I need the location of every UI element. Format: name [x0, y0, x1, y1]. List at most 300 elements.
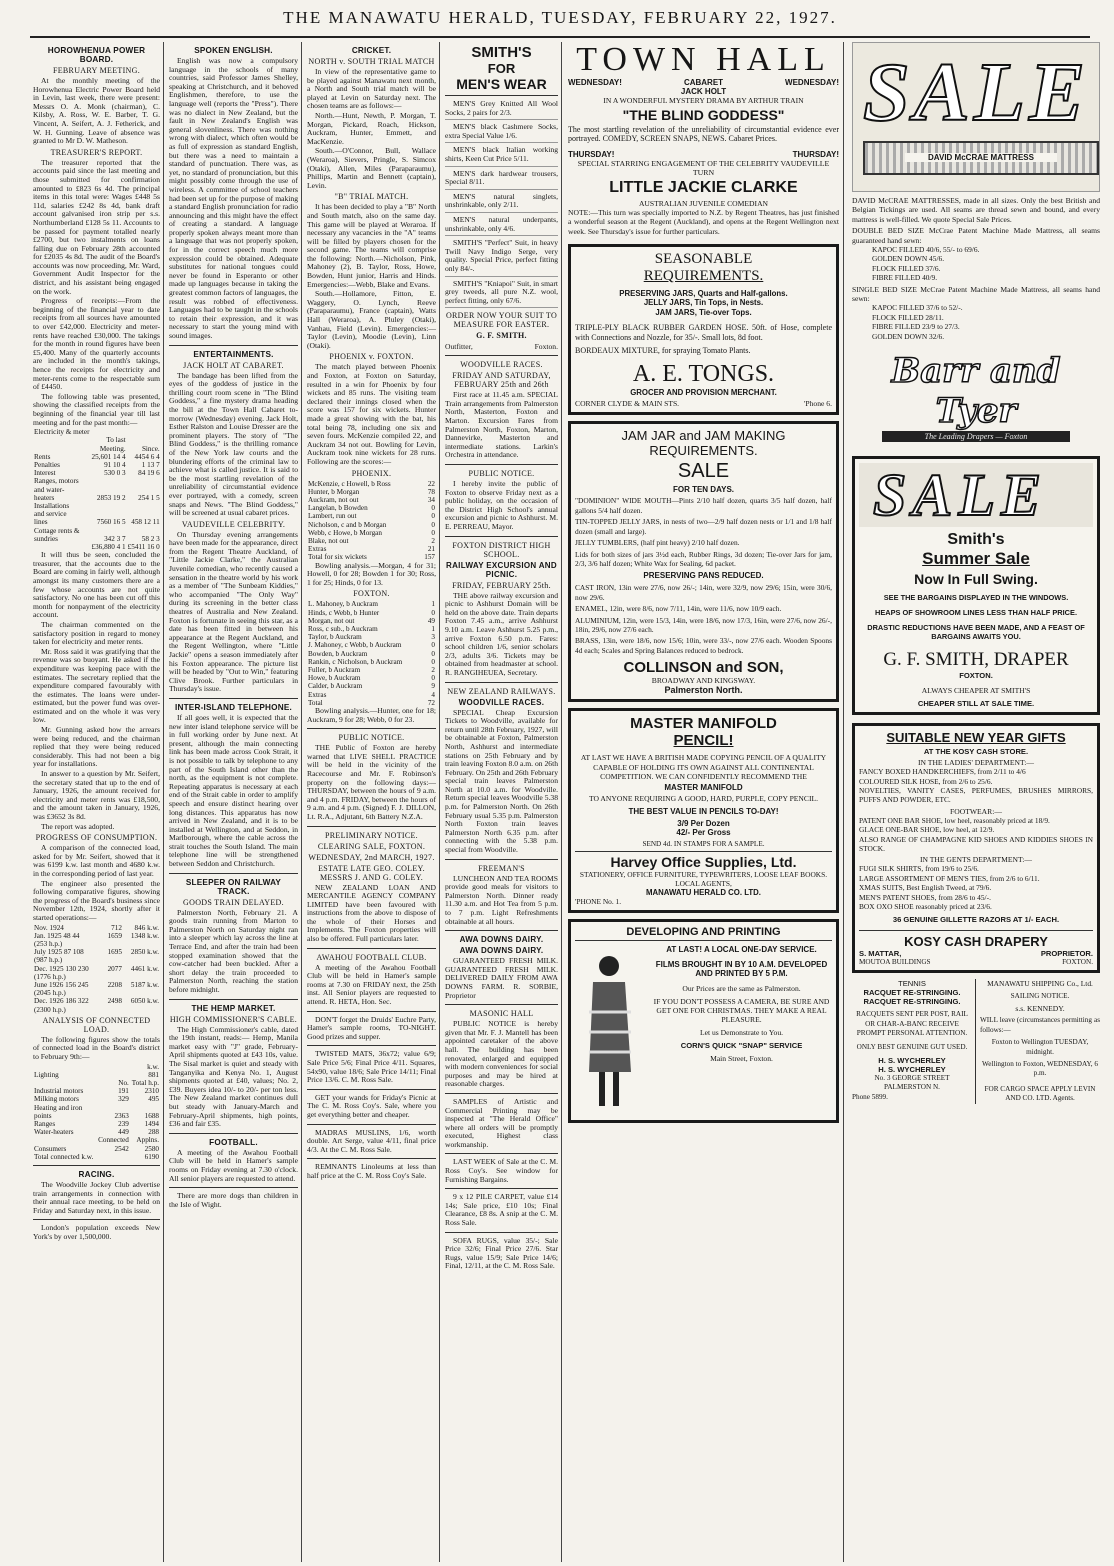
- table-cell: points: [34, 1111, 52, 1120]
- paragraph: REMNANTS Linoleums at less than half price at the C. M. Ross Coy's Sale.: [307, 1162, 436, 1180]
- article-title: ENTERTAINMENTS.: [193, 349, 274, 359]
- table-cell: [123, 940, 160, 948]
- paragraph: If all goes well, it is expected that the new inter island telephone service will be in full working order by June next. At present, although the main connecting link has been made across Cook Strait, it is not possible to talk by telephone to any part of the South Island other than the north, as the equipment is not complete. Repeating apparatus is necessary at each end of the Strait cable in order to amplify speech and ensure distinct hearing over long distances. This apparatus has now arrived in New Zealand, and it is to be installed at Wellington, and at Seddon, in Marlborough, where the cable across the strait touches the South Island. The main telephone line will be strengthened between Seddon and Christchurch.: [169, 712, 298, 869]
- ad-line: SINGLE BED SIZE McCrae Patent Machine Made Mattress, all seams hand sewn:: [852, 284, 1100, 304]
- table-cell: 1695: [107, 948, 122, 957]
- table-cell: [33, 1063, 96, 1071]
- paragraph: SPECIAL Cheap Excursion Tickets to Woodville, available for return until 28th February, 1927, will be obtainable at Foxton, Palmerston North, Ashhurst and intermediate stations on 25th February and by train leaving Foxton 8.0 a.m. on 26th February. On 25th and 26th February special train leaves Palmerston North at 10.0 a.m. for Woodville. Return special leaves Woodville 5.38 p.m. for Palmerston North. On 26th February usual 5.35 p.m. Palmerston North Foxton train leaves Palmerston North 6.35 p.m. after connecting with the 5.38 p.m. special from Woodville.: [445, 707, 558, 855]
- table-row: [307, 691, 436, 699]
- table-row: [307, 521, 436, 529]
- table-row: [33, 981, 160, 989]
- table-cell: L. Mahoney, b Auckram: [308, 600, 378, 609]
- column-cricket: [304, 42, 440, 1562]
- ad-line: IF YOU DON'T POSSESS A CAMERA, BE SURE AND GET ONE FOR CHRISTMAS. THEY MAKE A REAL PLEASURE.: [653, 996, 830, 1024]
- paragraph: I hereby invite the public of Foxton to observe Friday next as a public holiday, on the occasion of the District High School's annual excursion and picnic to Ashhurst. M. E. PERREAU, Mayor.: [445, 479, 558, 531]
- table-row: [307, 641, 436, 649]
- table-row: [33, 1006, 160, 1014]
- section-heading: RAILWAY EXCURSION AND PICNIC.: [446, 560, 557, 579]
- table-row: [33, 973, 160, 981]
- paragraph: NEW ZEALAND LOAN AND MERCANTILE AGENCY COMPANY LIMITED have been favoured with instructions from the above to dispose of the whole of their Horses and Implements. The Foxton properties will also be offered. Full particulars later.: [307, 882, 436, 944]
- section-heading: GOODS TRAIN DELAYED.: [183, 897, 284, 907]
- table-cell: and service: [34, 510, 67, 519]
- table-row: [33, 1136, 160, 1144]
- table-cell: 342 3 7: [104, 534, 126, 543]
- table-cell: [103, 940, 123, 948]
- section-heading: PUBLIC NOTICE.: [338, 733, 405, 743]
- sale-lettering: SALE: [863, 46, 1090, 139]
- table-row: [33, 1128, 160, 1136]
- table-cell: Bowden, b Auckram: [308, 649, 368, 658]
- ad-line: WEDNESDAY!: [785, 78, 839, 87]
- table-row: [33, 436, 161, 444]
- ad-title: A. E. TONGS.: [632, 361, 775, 388]
- table-cell: Consumers: [34, 1144, 67, 1153]
- menswear-list: [445, 100, 558, 308]
- list-item: MEN'S Grey Knitted All Wool Socks, 2 pairs for 2/3.: [445, 100, 558, 120]
- paragraph: The match played between Phoenix and Foxton, at Foxton on Saturday, resulted in a win for Phoenix by four wickets and 85 runs. The visiting team declared their innings closed when the score was 157 for six wickets. Hunter made a great showing with the bat, his total being 78, including one six and seven fours. McKenzie compiled 22, and Auckram 34 not out. Bowling for Levin, Auckram took nine wickets for 28 runs. Following are the scores:—: [307, 362, 436, 466]
- ad-line: PRESERVING PANS REDUCED.: [643, 571, 764, 581]
- article-title: HOROWHENUA POWER BOARD.: [47, 46, 146, 64]
- table-cell: 288: [148, 1128, 159, 1137]
- table-row: [33, 486, 161, 494]
- table-cell: 34: [427, 495, 435, 504]
- section-heading: FRIDAY AND SATURDAY, FEBRUARY 25th and 26th: [452, 371, 551, 390]
- ad-line: CHEAPER STILL AT SALE TIME.: [917, 699, 1035, 709]
- ad-line: 'PHONE No. 1.: [575, 896, 622, 906]
- table-cell: 2310: [144, 1087, 159, 1096]
- list-item: PATENT ONE BAR SHOE, low heel, reasonably priced at 18/9.: [859, 815, 1050, 825]
- paragraph: First race at 11.45 a.m. SPECIAL Train arrangements from Palmerston North, Masterton, Foxton and Marton. Excursion Fares from Palmerston North, Foxton, Marton, Dannevirke, Masterton and intermediate stations. Larkin's Orchestra in attendance.: [445, 390, 558, 460]
- section-heading: WOODVILLE RACES.: [458, 697, 545, 707]
- table-row: [33, 1095, 160, 1103]
- ad-line: AUSTRALIAN JUVENILE COMEDIAN: [638, 198, 769, 208]
- paragraph: DON'T forget the Druids' Euchre Party, Hamer's sample rooms, TO-NIGHT. Good prizes and supper.: [307, 1014, 436, 1041]
- table-cell: (2045 h.p.): [34, 989, 66, 998]
- ad-title: LITTLE JACKIE CLARKE: [609, 178, 798, 196]
- table-cell: [96, 1071, 130, 1079]
- ad-line: CORNER CLYDE & MAIN STS.: [575, 399, 680, 409]
- section-heading: WEDNESDAY, 2nd MARCH, 1927.: [308, 852, 435, 862]
- table-row: [33, 518, 161, 526]
- article-title: CRICKET.: [351, 46, 392, 55]
- table-row: [307, 609, 436, 617]
- article-subtitle: FEBRUARY MEETING.: [52, 66, 141, 75]
- ad-title: G. F. SMITH, DRAPER: [883, 649, 1069, 671]
- table-cell: 449: [118, 1128, 129, 1137]
- progress-table: [33, 924, 160, 1014]
- ad-line: FOR TEN DAYS.: [672, 485, 735, 495]
- ad-line: 'Phone 6.: [804, 399, 832, 409]
- table-row: [33, 1071, 160, 1079]
- table-cell: [90, 502, 126, 510]
- list-item: NOVELTIES, VANITY CASES, PERFUMES, BRUSHES MIRRORS, PUFFS AND POWDER, ETC.: [859, 785, 1093, 805]
- table-row: [307, 488, 436, 496]
- foxton-scorecard: [307, 600, 436, 707]
- list-item: PRESERVING JARS, Quarts and Half-gallons.: [619, 289, 788, 299]
- table-cell: Auckram, not out: [308, 495, 359, 504]
- table-cell: [33, 436, 90, 444]
- mattress-icon: [863, 141, 1099, 175]
- ad-line: BROADWAY AND KINGSWAY.: [651, 676, 756, 686]
- ad-line: Our Prices are the same as Palmerston.: [682, 983, 801, 993]
- list-item: LARGE ASSORTMENT OF MEN'S TIES, from 2/6 to 6/11.: [859, 873, 1040, 883]
- table-row: [33, 535, 161, 543]
- column-power-board: [30, 42, 164, 1562]
- ad-line: Outfitter,: [445, 342, 473, 352]
- ad-title: Smith's: [947, 531, 1005, 549]
- ad-line: Foxton.: [534, 342, 558, 352]
- table-cell: [127, 527, 161, 535]
- table-cell: 0: [431, 657, 435, 666]
- single-list: [852, 303, 1100, 341]
- table-cell: [103, 956, 123, 964]
- table-row: [33, 428, 161, 436]
- table-cell: Jan. 1925 48 44: [34, 931, 80, 940]
- list-item: FLOCK FILLED 28/11.: [872, 312, 944, 322]
- table-cell: Dec. 1926 186 322: [34, 997, 89, 1006]
- section-heading: FOXTON DISTRICT HIGH SCHOOL.: [452, 540, 551, 559]
- ad-title: Summer Sale: [922, 549, 1030, 569]
- table-cell: Industrial motors: [34, 1087, 84, 1096]
- table-cell: 1659: [107, 931, 122, 940]
- table-cell: k.w.: [147, 1062, 159, 1071]
- ad-line: Phone 5899.: [852, 1092, 888, 1101]
- paragraph: The High Commissioner's cable, dated the 19th instant, reads:— Hemp, Manila market easy with "J" grade, February-April shipments quoted at £43 10s, value. The Sisal market is quiet and steady with Tanganyika and Kenya No. 1, August shipments quoted at £40, values; No. 2, £39. Buyers idea 10/- to 20/- per ton less. The New Zealand market continues dull but steady with January-March and February-April shipments, high points, £36 and fair £35.: [169, 1024, 298, 1129]
- table-cell: (253 h.p.): [34, 939, 63, 948]
- paragraph: It will thus be seen, concluded the treasurer, that the accounts due to the Board are coming in fairly well, although amongst its many customers there are a few whose accounts are not quite satisfactory. No one has been cut off this month for nonpayment of the electricity account.: [33, 550, 160, 620]
- table-cell: To last: [106, 436, 126, 445]
- table-cell: 4: [431, 690, 435, 699]
- receipts-table: [33, 428, 161, 551]
- table-cell: Ranges, motors: [34, 477, 79, 486]
- table-cell: 3: [431, 633, 435, 642]
- list-item: JAM JARS, Tie-over Tops.: [655, 307, 752, 317]
- list-item: GOLDEN DOWN 32/6.: [872, 331, 945, 341]
- table-cell: 6190: [144, 1152, 159, 1161]
- table-row: [33, 1087, 160, 1095]
- table-cell: 712: [111, 923, 122, 932]
- table-cell: 78: [427, 487, 435, 496]
- table-cell: 2853 19 2: [96, 493, 126, 502]
- table-cell: sundries: [34, 534, 58, 543]
- table-cell: Nicholson, c and b Morgan: [308, 520, 387, 529]
- double-list: [852, 245, 1100, 283]
- table-cell: 72: [427, 698, 435, 707]
- ad-line: FOR CARGO SPACE APPLY LEVIN AND CO. LTD. Agents.: [984, 1084, 1096, 1103]
- section-heading: WOODVILLE RACES.: [460, 360, 543, 370]
- table-row: [33, 997, 160, 1005]
- jam-jar-ad: [568, 421, 839, 702]
- ad-title: SEASONABLE: [654, 251, 753, 268]
- section-heading: JACK HOLT AT CABARET.: [183, 360, 284, 370]
- ad-line: MANAWATU HERALD CO. LTD.: [646, 887, 761, 897]
- table-row: [33, 1145, 160, 1153]
- paragraph: LUNCHEON AND TEA ROOMS provide good meals for visitors to Palmerston North. Dinner ready 11.30 a.m. and Hot Tea from 5 p.m. to 7 p.m. Light Refreshments obtainable at all hours.: [445, 873, 558, 926]
- table-cell: [127, 486, 161, 494]
- ad-line: SPECIAL STARRING ENGAGEMENT OF THE CELEBRITY VAUDEVILLE TURN: [577, 158, 830, 177]
- table-cell: Total: [308, 698, 323, 707]
- list-item: Lids for both sizes of jars 3½d each, Rubber Rings, 3d dozen; Tie-over Jars for jam, 2/3, 3/6 half dozen; White Wax for Sealing, 6d packet.: [575, 549, 832, 568]
- table-row: [33, 469, 161, 477]
- table-cell: Milking motors: [34, 1095, 79, 1104]
- table-row: [307, 650, 436, 658]
- paragraph: In answer to a question by Mr. Seifert, the secretary stated that up to the end of January, 1926, the amount received for electricity and meter rents was £18,500, and the amount taken in January, 1926, was £3652 3s 8d.: [33, 769, 160, 822]
- paragraph: MADRAS MUSLINS, 1/6, worth double. Art Serge, value 4/11, final price 4/3. At the C. M. Ross Sale.: [307, 1127, 436, 1154]
- table-cell: [130, 1104, 160, 1112]
- paragraph: A meeting of the Awahou Football Club will be held in Hamer's sample rooms at 7.30 on FRIDAY next, the 25th inst. All Senior players are requested to attend. R. HETA, Hon. Sec.: [307, 962, 436, 1007]
- list-item: ENAMEL, 12in, were 8/6, now 7/11, 14in, were 11/6, now 10/9 each.: [575, 604, 782, 614]
- ad-title: SUITABLE NEW YEAR GIFTS: [886, 730, 1066, 746]
- table-cell: 1: [431, 624, 435, 633]
- table-cell: £36,880 4 1: [91, 543, 126, 551]
- ad-line: IN THE GENTS DEPARTMENT:—: [919, 855, 1033, 865]
- smiths-summer-sale-ad: [852, 456, 1100, 715]
- ad-line: LOCAL AGENTS,: [675, 878, 732, 888]
- table-cell: [127, 436, 161, 444]
- column-sale-ads: [848, 42, 1104, 1562]
- ad-title: "THE BLIND GODDESS": [622, 107, 785, 123]
- ad-line: FOXTON.: [1062, 958, 1093, 967]
- list-item: BRASS, 13in, were 18/6, now 15/6; 10in, were 33/-, now 27/6 each. Wooden Spoons 4d each; Scales and Spring Balances reduced to bedrock.: [575, 636, 832, 655]
- column-town-hall: [564, 42, 844, 1562]
- list-item: MEN'S natural underpants, unshrinkable, only 4/6.: [445, 216, 558, 236]
- ad-title: COLLINSON and SON,: [623, 659, 784, 677]
- table-cell: 0: [431, 674, 435, 683]
- paragraph: The chairman commented on the satisfactory position in regard to money taken for electricity and meter rents.: [33, 619, 160, 647]
- paragraph: THE above railway excursion and picnic to Ashhurst Domain will be held on the above date. Train departs Foxton 7.45 a.m., arrive Ashhurst 9.10 a.m. Leave Ashhurst 5.25 p.m., arrive Foxton 6.50 p.m. Fares: school children 1/6, senior scholars 2/3, adults 3/6. Tickets may be obtained from headmaster at school. R. RANGIHEUEA, Secretary.: [445, 590, 558, 677]
- table-row: [307, 537, 436, 545]
- ad-line: Wellington to Foxton, WEDNESDAY, 6 p.m.: [982, 1060, 1098, 1078]
- barr-tyer-tagline: The Leading Drapers — Foxton: [882, 431, 1070, 442]
- article-title: RACING.: [78, 1170, 115, 1179]
- table-cell: Langelan, b Bowden: [308, 504, 368, 513]
- table-row: [33, 932, 160, 940]
- paragraph: GUARANTEED FRESH MILK. GUARANTEED FRESH MILK. DELIVERED DAILY FROM AWA DOWNS FARM. R. SORBIE, Proprietor: [445, 956, 558, 1000]
- table-row: [33, 527, 161, 535]
- ad-line: CORN'S QUICK "SNAP" SERVICE: [680, 1040, 803, 1050]
- masthead: THE MANAWATU HERALD, TUESDAY, FEBRUARY 22, 1927.: [30, 8, 1090, 38]
- table-cell: Nov. 1924: [34, 923, 64, 932]
- table-row: [33, 453, 161, 461]
- ad-line: TENNIS: [898, 979, 926, 989]
- article-title: SPOKEN ENGLISH.: [194, 46, 273, 55]
- table-cell: lines: [34, 518, 48, 527]
- paragraph: It has been decided to play a "B" North and South match, also on the same day. This game will be played at Weraroa. If necessary any vacancies in the "A" teams will be filled by players chosen for the second game. The teams will comprise the following: North.—Nicholson, Pink, Mahoney (2), B. Taylor, Ross, Howe, Bowden, Hunt junior, Harris and Hinds. Emergencies:—Webb, Blake and Evans.: [307, 202, 436, 289]
- table-row: [33, 1112, 160, 1120]
- ad-line: THE BEST VALUE IN PENCILS TO-DAY!: [628, 806, 779, 816]
- ad-line: SEND 4d. IN STAMPS FOR A SAMPLE.: [642, 839, 765, 848]
- table-cell: Morgan, not out: [308, 616, 355, 625]
- article-title: FOOTBALL.: [209, 1137, 258, 1147]
- ad-title: SALE: [677, 460, 730, 483]
- table-row: [307, 496, 436, 504]
- table-cell: Extras: [308, 690, 327, 699]
- table-cell: 2580: [144, 1144, 159, 1153]
- table-row: [307, 682, 436, 690]
- ad-line: PROPRIETOR.: [1040, 949, 1093, 959]
- list-item: JELLY TUMBLERS, (half pint heavy) 2/10 half dozen.: [575, 538, 740, 548]
- table-cell: Ross, c sub., b Auckram: [308, 624, 378, 633]
- table-row: [33, 948, 160, 956]
- table-cell: Cottage rents &: [34, 526, 80, 535]
- list-item: JELLY JARS, Tin Tops, in Nests.: [643, 298, 764, 308]
- ad-line: NOTE:—This turn was specially imported to N.Z. by Regent Theatres, has just finished a wonderful season at the Regent (Auckland), and opens at the Regent Wellington next week. See Thursday's issue for further particulars.: [568, 207, 839, 236]
- list-item: "DOMINION" WIDE MOUTH—Pints 2/10 half dozen, quarts 3/5 half dozen, half gallons 5/4 half dozen.: [575, 496, 832, 515]
- ad-line: BORDEAUX MIXTURE, for spraying Tomato Plants.: [575, 346, 751, 356]
- ad-line: RACQUETS SENT PER POST, RAIL OR CHAR-A-BANC RECEIVE PROMPT PERSONAL ATTENTION.: [856, 1010, 968, 1038]
- ad-line: SEE THE BARGAINS DISPLAYED IN THE WINDOWS.: [883, 593, 1069, 603]
- section-heading: "B" TRIAL MATCH.: [334, 192, 409, 202]
- list-item: ALUMINIUM, 12in, were 15/3, 14in, were 18/6, now 17/3, 16in, were 27/6, now 26/-, 18in, 29/6, now 27/6 each.: [575, 615, 832, 634]
- paragraph: The engineer also presented the following comparative figures, showing the progress of the Board's business since November 12th, 1924, shortly after it started operations:—: [33, 878, 160, 922]
- table-cell: £5411 16 0: [127, 543, 160, 551]
- article-title: THE HEMP MARKET.: [191, 1003, 276, 1013]
- section-heading: AWA DOWNS DAIRY.: [459, 946, 544, 956]
- ad-line: S. MATTAR,: [859, 949, 902, 959]
- paragraph: Bowling analysis.—Morgan, 4 for 31; Howell, 0 for 28; Bowden 1 for 30; Ross, 1 for 25; Hinds, 0 for 13.: [307, 560, 436, 587]
- table-cell: Interest: [34, 469, 56, 478]
- ad-line: MANAWATU SHIPPING Co., Ltd.: [987, 979, 1093, 989]
- ad-line: Main Street, Foxton.: [710, 1053, 773, 1063]
- paragraph: The following figures show the totals of connected load in the Board's district to February 9th:—: [33, 1034, 160, 1061]
- ad-line: FOOTWEAR:—: [950, 806, 1002, 816]
- paragraph: At the monthly meeting of the Horowhenua Electric Power Board held in Levin, last week, there were present: Messrs O. A. Monk (chairman), C. Kilsby, A. Ross, W. E. Barber, T. G. Vincent, A. Seifert, A. J. Fetherick, and W. H. Gunning. Leave of absence was granted to Mr D. W. Matheson.: [33, 76, 160, 146]
- seasonable-ad: [568, 244, 839, 415]
- table-row: [307, 617, 436, 625]
- ad-line: STATIONERY, OFFICE FURNITURE, TYPEWRITERS, LOOSE LEAF BOOKS.: [579, 869, 828, 879]
- table-cell: Connected: [98, 1136, 129, 1145]
- table-cell: Rankin, c Nicholson, b Auckram: [308, 657, 403, 666]
- table-cell: Meeting.: [99, 444, 126, 453]
- ad-title: MEN'S WEAR: [445, 76, 558, 96]
- table-cell: 530 0 3: [104, 469, 126, 478]
- table-cell: 21: [427, 545, 435, 554]
- table-cell: 2498: [107, 997, 122, 1006]
- table-cell: 84 19 6: [138, 469, 160, 478]
- list-item: SMITH'S "Perfect" Suit, in heavy Twill Navy Indigo Serge, very quality. Special Price, perfect fitting only 84/-.: [445, 239, 558, 276]
- ad-line: MOUTOA BUILDINGS: [859, 958, 931, 967]
- ad-line: 3/9 Per Dozen: [677, 818, 730, 828]
- section-heading: NORTH v. SOUTH TRIAL MATCH: [308, 57, 435, 66]
- table-cell: [96, 1104, 130, 1112]
- list-item: MEN'S natural singlets, unshrinkable, only 2/11.: [445, 193, 558, 213]
- table-cell: [33, 445, 90, 453]
- paragraph: THE Public of Foxton are hereby warned that LIVE SHELL PRACTICE will be held in the vicinity of the Racecourse and Mr. F. Robinson's property on the following days:— THURSDAY, between the hours of 9 a.m. and 4 p.m. FRIDAY, between the hours of 9 a.m. and 4 p.m. (Signed) F. J. DILLON, Lt. R.A., Adjutant, 6th Battery N.Z.A.: [307, 743, 436, 821]
- table-cell: Total for six wickets: [308, 553, 367, 562]
- section-heading: PROGRESS OF CONSUMPTION.: [35, 833, 158, 843]
- ad-line: RACQUET RE-STRINGING.: [863, 988, 961, 998]
- ad-line: DAVID McCRAE MATTRESSES, made in all sizes. Only the best British and Belgian Tickings are used. All seams are thread sewn and bound, and every mattress is well-filled. We quote Special Sale Prices.: [852, 196, 1100, 224]
- ad-line: THURSDAY!: [792, 149, 839, 159]
- table-cell: Heating and iron: [34, 1103, 83, 1112]
- table-cell: 254 1 5: [138, 493, 160, 502]
- table-cell: [90, 477, 126, 485]
- paragraph: Progress of receipts:—From the beginning of the financial year to date receipts from all sources have amounted to over £42,000. Electricity and meter-rents have reached £30,000. The takings for the month in round figures have been £5,400. Many of the quarterly accounts are included in the month's takings, hence the receipts for electricity and meter-rents come to the respectable sum of £4450.: [33, 296, 160, 392]
- column-smiths-ads: [442, 42, 562, 1562]
- list-item: FIBRE FILLED 23/9 to 27/3.: [872, 322, 960, 332]
- table-row: [307, 512, 436, 520]
- phoenix-scorecard: [307, 480, 436, 562]
- load-table: [33, 1063, 160, 1161]
- table-cell: [33, 1136, 96, 1144]
- ad-title: REQUIREMENTS.: [649, 443, 758, 459]
- paragraph: Mr. Ross said it was gratifying that the revenue was so buoyant. He asked if the expenditure was keeping pace with the estimates. The secretary replied that the expenditure compared favourably with the estimates. The loans were under-estimated, but the power fund was over-estimated and on the whole it was very low.: [33, 646, 160, 725]
- table-cell: No.: [118, 1078, 129, 1087]
- table-cell: Since.: [141, 444, 160, 453]
- table-cell: 1: [431, 600, 435, 609]
- table-cell: McKenzie, c Howell, b Ross: [308, 479, 391, 488]
- woman-with-camera-icon: [579, 952, 641, 1112]
- table-cell: [123, 956, 160, 964]
- paragraph: 9 x 12 PILE CARPET, value £14 14s; Sale price, £10 10s; Final Clearance, £8 8s. A snip at the C. M. Ross Sale.: [445, 1192, 558, 1228]
- section-heading: PHOENIX.: [351, 468, 392, 478]
- table-cell: 2077: [107, 964, 122, 973]
- paragraph: PUBLIC NOTICE is hereby given that Mr. F. J. Mantell has been appointed caretaker of the above hall. The building has been renovated, enlarged and equipped with modern conveniences for social purposes and may be hired at reasonable charges.: [445, 1019, 558, 1089]
- table-cell: July 1925 87 108: [34, 948, 84, 957]
- table-cell: [90, 527, 126, 535]
- table-cell: 1348 k.w.: [130, 931, 159, 940]
- ad-title: KOSY CASH DRAPERY: [859, 930, 1093, 949]
- ad-line: No. 3 GEORGE STREET PALMERSTON N.: [874, 1074, 950, 1092]
- ad-line: AT THE KOSY CASH STORE.: [923, 747, 1029, 757]
- list-item: FIBRE FILLED 40/9.: [872, 273, 938, 283]
- table-row: [33, 1153, 160, 1161]
- list-item: MEN'S black Cashmere Socks, extra Special Value 1/6.: [445, 123, 558, 143]
- article-title: SLEEPER ON RAILWAY TRACK.: [185, 877, 282, 896]
- table-cell: [90, 428, 126, 436]
- ad-line: Foxton to Wellington TUESDAY, midnight.: [991, 1038, 1089, 1056]
- section-heading: PUBLIC NOTICE.: [468, 469, 535, 479]
- ad-line: FOXTON.: [959, 671, 993, 681]
- barr-tyer-logo: [852, 351, 1100, 442]
- table-row: [307, 529, 436, 537]
- section-heading: ANALYSIS OF CONNECTED LOAD.: [42, 1015, 151, 1034]
- table-cell: 495: [148, 1095, 159, 1104]
- table-row: [33, 510, 161, 518]
- paragraph: On Thursday evening arrangements have been made for the appearance, direct from the Regent Theatre Auckland, of "Little Jackie Clarke," the Australian Juvenile comedian, who recently caused a sensation in the theatre world by his work as a member of "The Sunbeam Kiddies," who accompanied "The Only Way" during its screening in the better class theatres of Australia and New Zealand. Foxton is fortunate in seeing this star, as a date has been fitted in between his appearance at the Regent Auckland, and the Regent Wellington, where "Little Jackie" opens a season immediately after his Foxton appearance. The picture list will be headed by "Out to Win," featuring Clive Brook. Further particulars in Thursday's issue.: [169, 529, 298, 694]
- table-cell: Electricity & meter: [34, 428, 90, 437]
- table-cell: Water-heaters: [34, 1128, 74, 1137]
- paragraph: The Woodville Jockey Club advertise train arrangements in connection with their annual race meeting, to be held on Friday and Saturday next, in this issue.: [33, 1180, 160, 1215]
- section-heading: CLEARING SALE, FOXTON.: [317, 841, 426, 851]
- paragraph: The report was adopted.: [41, 821, 115, 831]
- table-cell: 2850 k.w.: [130, 948, 159, 957]
- table-cell: 0: [431, 512, 435, 521]
- section-heading: HIGH COMMISSIONER'S CABLE.: [169, 1014, 298, 1024]
- ad-line: RACQUET RE-STRINGING.: [863, 997, 961, 1007]
- table-cell: Total h.p.: [131, 1078, 159, 1087]
- ad-line: Let us Demonstrate to You.: [699, 1027, 784, 1037]
- table-cell: 1494: [144, 1119, 159, 1128]
- ad-line: FILMS BROUGHT IN BY 10 A.M. DEVELOPED AND PRINTED BY 5 P.M.: [655, 959, 828, 978]
- table-cell: 9: [431, 682, 435, 691]
- ad-line: IN THE LADIES' DEPARTMENT:—: [918, 758, 1034, 768]
- table-cell: (2300 h.p.): [34, 1005, 66, 1014]
- ad-line: G. F. SMITH.: [476, 331, 527, 341]
- table-cell: [96, 1063, 130, 1071]
- section-heading: PRELIMINARY NOTICE.: [325, 830, 418, 840]
- table-row: [33, 461, 161, 469]
- table-row: [33, 1063, 160, 1071]
- paragraph: Bowling analysis.—Hunter, one for 18; Auckram, 9 for 28; Webb, 0 for 23.: [307, 705, 436, 724]
- table-cell: [127, 502, 161, 510]
- section-heading: NEW ZEALAND RAILWAYS.: [447, 686, 556, 696]
- ad-line: H. S. WYCHERLEY: [878, 1065, 946, 1074]
- ad-line: WILL leave (circumstances permitting as follows:—: [980, 1016, 1100, 1034]
- table-cell: 4454 6 4: [134, 452, 160, 461]
- table-cell: 5187 k.w.: [130, 980, 159, 989]
- table-row: [33, 502, 161, 510]
